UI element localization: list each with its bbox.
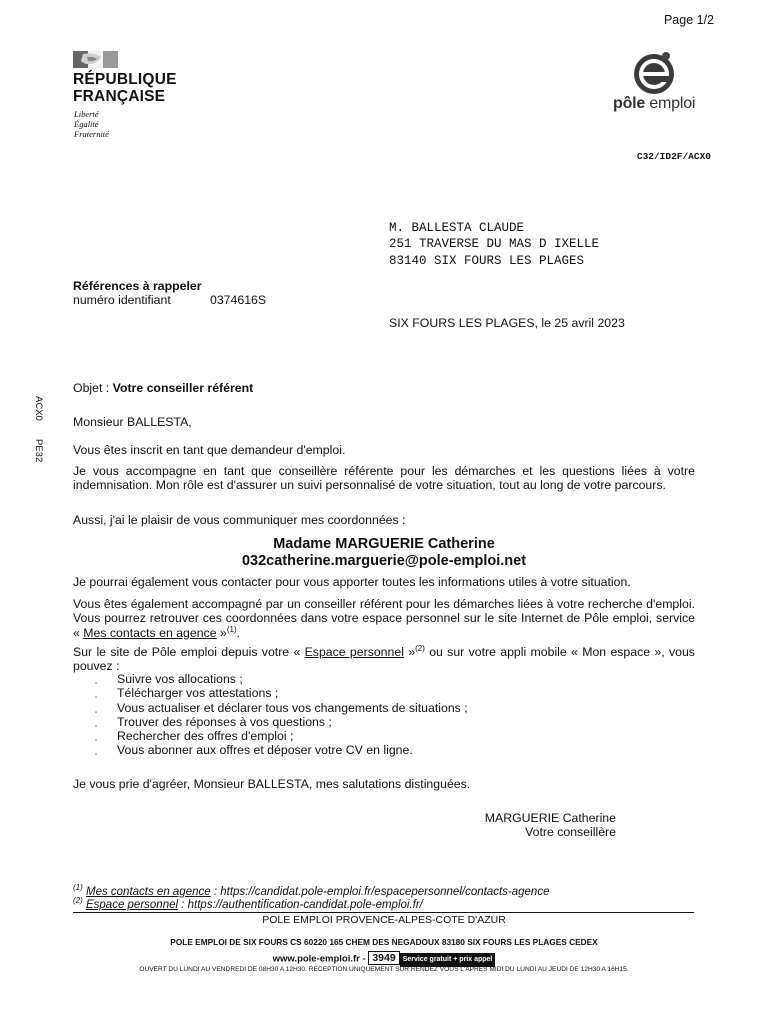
letter-subject	[73, 381, 253, 395]
pole-emploi-wordmark	[613, 95, 695, 113]
bullet-icon: ▫	[95, 723, 98, 730]
bullet-icon: ▫	[95, 738, 98, 745]
list-item	[95, 672, 468, 686]
paragraph-5-end: .	[236, 625, 241, 640]
footnote-2-mark: (2)	[73, 896, 83, 906]
footer-agency-address: POLE EMPLOI DE SIX FOURS CS 60220 165 CHEM DES NEGADOUX 83180 SIX FOURS LES PLAGES CEDEX	[170, 937, 598, 947]
phone-badge	[368, 951, 495, 967]
footnote-2-url: : https://authentification-candidat.pole-emploi.fr/	[178, 899, 423, 911]
footer-website: www.pole-emploi.fr -	[272, 953, 369, 965]
list-item	[95, 686, 468, 700]
subject-value: Votre conseiller référent	[112, 381, 254, 395]
espace-personnel-link[interactable]: Espace personnel	[304, 645, 404, 659]
marianne-logo-icon	[73, 51, 118, 68]
bullet-icon: ▫	[95, 752, 98, 759]
recipient-street: 251 TRAVERSE DU MAS D IXELLE	[389, 237, 600, 252]
side-code-acx0: ACX0	[33, 396, 44, 421]
footnote-1-link[interactable]: Mes contacts en agence	[85, 886, 211, 898]
document-code: C32/ID2F/ACX0	[636, 151, 711, 162]
paragraph-5-text: Vous êtes également accompagné par un conseiller référent pour les démarches liées à votre recherche d'emploi. Vous pourrez retrouver ces coordonnées dans votre espace personnel sur le site Internet de Pôle emploi, service «	[73, 597, 695, 640]
wordmark-light: emploi	[645, 95, 696, 112]
paragraph-5	[73, 597, 695, 640]
paragraph-2: Je vous accompagne en tant que conseillère référente pour les démarches et les questions liées à votre indemnisation. Mon rôle est d'assurer un suivi personnalisé de votre situation, tout au long de votre parcours.	[73, 464, 695, 493]
advisor-name: Madame MARGUERIE Catherine	[273, 536, 495, 552]
footnote-1-mark: (1)	[73, 883, 83, 893]
recipient-address	[389, 220, 599, 269]
footnote-ref-2: (2)	[415, 643, 425, 653]
footnote-1-url: : https://candidat.pole-emploi.fr/espacepersonnel/contacts-agence	[210, 886, 550, 898]
republic-title	[73, 71, 177, 105]
motto-fraternite: Fraternité	[74, 129, 109, 139]
salutation: Monsieur BALLESTA,	[73, 415, 192, 429]
wordmark-bold: pôle	[613, 95, 646, 112]
advisor-email: 032catherine.marguerie@pole-emploi.net	[241, 553, 527, 569]
references-title: Références à rappeler	[73, 279, 202, 293]
paragraph-3: Aussi, j'ai le plaisir de vous communiquer mes coordonnées :	[73, 513, 406, 527]
republic-motto	[74, 109, 109, 139]
paragraph-5-close-quote: »	[216, 625, 227, 640]
footnote-ref-1: (1)	[226, 624, 237, 634]
motto-liberte: Liberté	[74, 109, 99, 119]
list-item-text: Vous actualiser et déclarer tous vos changements de situations ;	[117, 700, 468, 715]
references-label: numéro identifiant	[73, 293, 171, 307]
mes-contacts-link[interactable]: Mes contacts en agence	[83, 625, 217, 640]
list-item	[95, 743, 468, 757]
page-number: Page 1/2	[663, 13, 714, 27]
paragraph-6-text1: Sur le site de Pôle emploi depuis votre «	[73, 645, 305, 659]
footnote-1	[73, 883, 550, 899]
list-item-text: Trouver des réponses à vos questions ;	[117, 714, 332, 729]
bullet-icon: ▫	[95, 695, 98, 702]
footnote-2	[73, 896, 549, 912]
republic-title-line1: RÉPUBLIQUE	[73, 71, 177, 88]
motto-egalite: Égalité	[74, 119, 99, 129]
paragraph-6-close-quote: »	[403, 645, 416, 659]
list-item	[95, 729, 468, 743]
footer-divider	[73, 912, 694, 913]
paragraph-6	[73, 645, 695, 674]
bullet-icon: ▫	[95, 709, 98, 716]
subject-label: Objet :	[73, 381, 113, 395]
list-item-text: Télécharger vos attestations ;	[117, 686, 279, 701]
footer-region: POLE EMPLOI PROVENCE-ALPES-COTE D'AZUR	[262, 914, 506, 926]
bullet-icon: ▫	[95, 681, 98, 687]
references-value: 0374616S	[210, 293, 267, 307]
list-item-text: Rechercher des offres d'emploi ;	[117, 729, 294, 744]
republic-title-line2: FRANÇAISE	[73, 88, 166, 105]
recipient-city: 83140 SIX FOURS LES PLAGES	[389, 253, 585, 268]
footnote-2-link[interactable]: Espace personnel	[85, 899, 179, 911]
phone-note: Service gratuit + prix appel	[400, 953, 496, 967]
place-date: SIX FOURS LES PLAGES, le 25 avril 2023	[389, 316, 625, 330]
side-code-pe32: PE32	[33, 439, 44, 463]
recipient-name: M. BALLESTA CLAUDE	[389, 221, 525, 235]
footer-contact-line	[0, 951, 768, 967]
paragraph-6-text2: ou sur votre appli mobile « Mon espace », vous pouvez :	[73, 645, 695, 674]
signature-block	[485, 811, 616, 840]
list-item-text: Vous abonner aux offres et déposer votre CV en ligne.	[117, 743, 413, 758]
paragraph-1: Vous êtes inscrit en tant que demandeur d'emploi.	[73, 443, 346, 457]
footer-hours: OUVERT DU LUNDI AU VENDREDI DE 08H30 A 12H30. RECEPTION UNIQUEMENT SUR RENDEZ VOUS L'APRES MIDI DU LUNDI AU JEUDI DE 12H30 A 16H15.	[139, 966, 629, 973]
pole-emploi-logo-icon	[628, 50, 680, 96]
list-item	[95, 715, 468, 729]
services-list	[95, 672, 468, 758]
footnotes	[73, 883, 550, 912]
list-item	[95, 701, 468, 715]
signature-name: MARGUERIE Catherine	[484, 811, 616, 825]
paragraph-4: Je pourrai également vous contacter pour vous apporter toutes les informations utiles à votre situation.	[73, 575, 631, 589]
closing-formula: Je vous prie d'agréer, Monsieur BALLESTA, mes salutations distinguées.	[73, 777, 471, 791]
list-item-text: Suivre vos allocations ;	[117, 672, 243, 686]
signature-role: Votre conseillère	[525, 825, 616, 840]
phone-number: 3949	[368, 951, 399, 965]
